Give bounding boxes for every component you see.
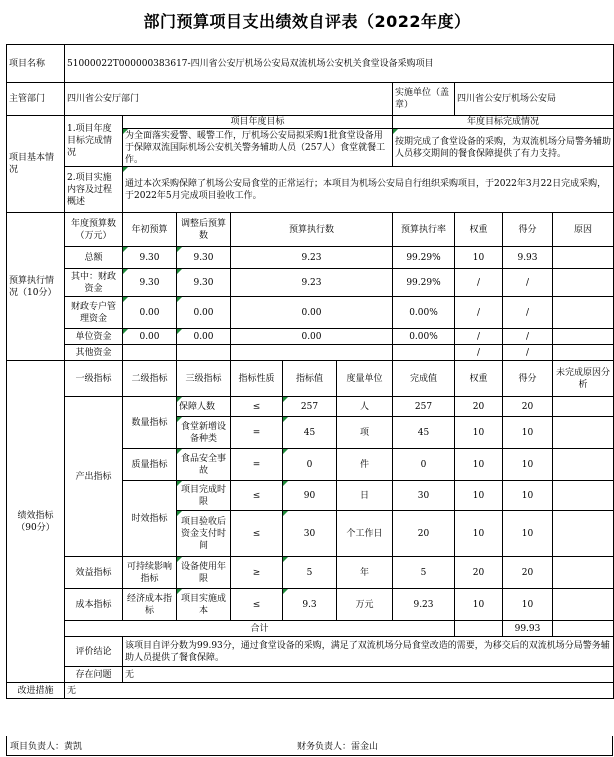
budget-header-col: 年度预算数（万元）	[65, 213, 123, 247]
budget-row-label: 单位资金	[65, 329, 123, 345]
indicator-weight: 10	[455, 481, 503, 511]
budget-reason	[553, 297, 614, 329]
indicator-header-target: 指标值	[283, 361, 337, 397]
budget-weight: /	[455, 269, 503, 297]
budget-header-rate: 预算执行率	[393, 213, 455, 247]
indicator-op: ≤	[231, 589, 283, 621]
budget-row	[7, 329, 614, 345]
total-label: 合计	[65, 621, 455, 637]
total-weight	[455, 621, 503, 637]
indicator-header-nature: 指标性质	[231, 361, 283, 397]
basic-header-row	[7, 116, 614, 129]
level2-quality: 质量指标	[123, 449, 177, 481]
budget-initial: 0.00	[123, 329, 177, 345]
indicator-header-unit: 度量单位	[337, 361, 393, 397]
budget-section-label: 预算执行情况（10分）	[7, 213, 65, 361]
budget-header-weight: 权重	[455, 213, 503, 247]
indicator-actual: 9.23	[393, 589, 455, 621]
indicator-op: =	[231, 449, 283, 481]
indicator-score: 20	[503, 557, 553, 589]
budget-initial: 9.30	[123, 269, 177, 297]
indicator-reason	[553, 557, 614, 589]
total-score: 99.93	[503, 621, 553, 637]
indicator-score: 10	[503, 589, 553, 621]
indicator-actual: 5	[393, 557, 455, 589]
budget-adjusted: 9.30	[177, 247, 231, 269]
page-title: 部门预算项目支出绩效自评表（2022年度）	[143, 12, 471, 31]
budget-weight: /	[455, 297, 503, 329]
goal-label: 1.项目年度目标完成情况	[65, 116, 123, 167]
indicator-weight: 10	[455, 417, 503, 449]
department-value: 四川省公安厅部门	[65, 83, 393, 116]
indicator-name: 食堂新增设备种类	[177, 417, 231, 449]
project-name-value: 51000022T000000383617-四川省公安厅机场公安局双流机场公安机关食堂设备采购项目	[65, 45, 614, 83]
indicator-reason	[553, 417, 614, 449]
issue-value: 无	[123, 667, 614, 683]
process-text: 通过本次采购保障了机场公安局食堂的正常运行；本项目为机场公安局自行组织采购项目，于2022年3月22日完成采购，于2022年5月完成项目验收工作。	[123, 167, 614, 213]
indicator-header-weight: 权重	[455, 361, 503, 397]
budget-rate: 0.00%	[393, 329, 455, 345]
budget-rate	[393, 345, 455, 361]
indicator-target: 9.3	[283, 589, 337, 621]
process-label: 2.项目实施内容及过程概述	[65, 167, 123, 213]
indicator-unit: 人	[337, 397, 393, 417]
fix-row	[7, 683, 614, 699]
indicator-reason	[553, 589, 614, 621]
indicator-weight: 10	[455, 449, 503, 481]
evaluation-text: 该项目自评分数为99.93分，通过食堂设备的采购，满足了双流机场分局食堂改造的需要，为移交后的双流机场分局警务辅助人员提供了餐食保障。	[123, 637, 614, 667]
budget-reason	[553, 247, 614, 269]
done-text: 按期完成了食堂设备的采购，为双流机场分局警务辅助人员移交期间的餐食保障提供了有力支持。	[393, 129, 614, 167]
budget-header-score: 得分	[503, 213, 553, 247]
indicator-op: ≤	[231, 511, 283, 557]
budget-weight: /	[455, 345, 503, 361]
indicator-weight: 20	[455, 397, 503, 417]
indicator-op: =	[231, 417, 283, 449]
indicator-op: ≤	[231, 397, 283, 417]
indicator-score: 10	[503, 481, 553, 511]
basic-section-label: 项目基本情况	[7, 116, 65, 213]
indicator-row	[7, 397, 614, 417]
indicator-target: 257	[283, 397, 337, 417]
indicator-name: 项目验收后资金支付时间	[177, 511, 231, 557]
indicator-score: 10	[503, 511, 553, 557]
indicator-actual: 30	[393, 481, 455, 511]
issue-label: 存在问题	[65, 667, 123, 683]
indicator-target: 90	[283, 481, 337, 511]
process-row	[7, 167, 614, 213]
level1-benefit: 效益指标	[65, 557, 123, 589]
level2-time: 时效指标	[123, 481, 177, 557]
evaluation-row	[7, 637, 614, 667]
implementing-unit-label: 实施单位（盖章）	[393, 83, 455, 116]
budget-weight: 10	[455, 247, 503, 269]
budget-row-label: 财政专户管理资金	[65, 297, 123, 329]
done-header: 年度目标完成情况	[393, 116, 614, 129]
total-reason	[553, 621, 614, 637]
budget-adjusted: 9.30	[177, 269, 231, 297]
budget-header-reason: 原因	[553, 213, 614, 247]
budget-initial	[123, 345, 177, 361]
budget-header-adjusted: 调整后预算数	[177, 213, 231, 247]
budget-score: /	[503, 269, 553, 297]
indicator-unit: 个工作日	[337, 511, 393, 557]
project-leader: 项目负责人：黄凯	[10, 742, 83, 752]
budget-score: /	[503, 329, 553, 345]
budget-executed: 9.23	[231, 247, 393, 269]
budget-row	[7, 297, 614, 329]
implementing-unit-value: 四川省公安厅机场公安局	[455, 83, 614, 116]
budget-rate: 99.29%	[393, 269, 455, 297]
level1-cost: 成本指标	[65, 589, 123, 621]
budget-row-label: 其中：财政资金	[65, 269, 123, 297]
indicator-header-row	[7, 361, 614, 397]
indicator-header-reason: 未完成原因分析	[553, 361, 614, 397]
budget-rate: 99.29%	[393, 247, 455, 269]
indicator-reason	[553, 449, 614, 481]
budget-adjusted	[177, 345, 231, 361]
budget-score: 9.93	[503, 247, 553, 269]
indicator-actual: 45	[393, 417, 455, 449]
budget-initial: 9.30	[123, 247, 177, 269]
indicator-unit: 万元	[337, 589, 393, 621]
budget-adjusted: 0.00	[177, 329, 231, 345]
indicator-header-score: 得分	[503, 361, 553, 397]
budget-reason	[553, 345, 614, 361]
budget-row	[7, 247, 614, 269]
budget-header-row	[7, 213, 614, 247]
indicator-reason	[553, 481, 614, 511]
goal-text: 为全面落实爱警、暖警工作，厅机场公安局拟采购1批食堂设备用于保障双流国际机场公安机关警务辅助人员（257人）食堂就餐工作。	[123, 129, 393, 167]
indicator-score: 10	[503, 449, 553, 481]
indicator-actual: 257	[393, 397, 455, 417]
indicator-target: 0	[283, 449, 337, 481]
budget-score: /	[503, 345, 553, 361]
budget-executed: 9.23	[231, 269, 393, 297]
budget-row-label: 总额	[65, 247, 123, 269]
indicator-actual: 0	[393, 449, 455, 481]
level1-output: 产出指标	[65, 397, 123, 557]
indicator-unit: 日	[337, 481, 393, 511]
goal-header: 项目年度目标	[123, 116, 393, 129]
issue-row	[7, 667, 614, 683]
indicator-name: 项目实施成本	[177, 589, 231, 621]
indicator-reason	[553, 511, 614, 557]
indicator-unit: 项	[337, 417, 393, 449]
budget-score: /	[503, 297, 553, 329]
budget-adjusted: 0.00	[177, 297, 231, 329]
fix-value: 无	[65, 683, 614, 699]
indicator-op: ≤	[231, 481, 283, 511]
total-row	[7, 621, 614, 637]
level2-econ: 经济成本指标	[123, 589, 177, 621]
budget-row	[7, 345, 614, 361]
indicator-score: 10	[503, 417, 553, 449]
indicator-actual: 20	[393, 511, 455, 557]
project-name-row	[7, 45, 614, 83]
budget-rate: 0.00%	[393, 297, 455, 329]
budget-row	[7, 269, 614, 297]
indicator-weight: 20	[455, 557, 503, 589]
department-label: 主管部门	[7, 83, 65, 116]
indicator-target: 30	[283, 511, 337, 557]
indicator-header-level1: 一级指标	[65, 361, 123, 397]
budget-header-executed: 预算执行数	[231, 213, 393, 247]
indicator-name: 保障人数	[177, 397, 231, 417]
budget-initial: 0.00	[123, 297, 177, 329]
indicator-op: ≥	[231, 557, 283, 589]
indicator-unit: 件	[337, 449, 393, 481]
indicator-name: 食品安全事故	[177, 449, 231, 481]
indicator-reason	[553, 397, 614, 417]
indicator-unit: 年	[337, 557, 393, 589]
indicator-weight: 10	[455, 511, 503, 557]
budget-executed: 0.00	[231, 329, 393, 345]
indicator-name: 项目完成时限	[177, 481, 231, 511]
evaluation-label: 评价结论	[65, 637, 123, 667]
indicator-weight: 10	[455, 589, 503, 621]
indicator-row	[7, 589, 614, 621]
indicator-target: 45	[283, 417, 337, 449]
budget-weight: /	[455, 329, 503, 345]
indicator-row	[7, 557, 614, 589]
budget-reason	[553, 329, 614, 345]
department-row	[7, 83, 614, 116]
fix-label: 改进措施	[7, 683, 65, 699]
budget-reason	[553, 269, 614, 297]
performance-section-label: 绩效指标（90分）	[7, 361, 65, 683]
indicator-target: 5	[283, 557, 337, 589]
indicator-header-level3: 三级指标	[177, 361, 231, 397]
signature-footer	[6, 736, 613, 756]
self-evaluation-table	[6, 44, 614, 699]
finance-leader: 财务负责人：雷金山	[297, 742, 379, 752]
indicator-name: 设备使用年限	[177, 557, 231, 589]
budget-executed: 0.00	[231, 297, 393, 329]
budget-row-label: 其他资金	[65, 345, 123, 361]
level2-quantity: 数量指标	[123, 397, 177, 449]
indicator-score: 20	[503, 397, 553, 417]
budget-executed	[231, 345, 393, 361]
level2-sustain: 可持续影响指标	[123, 557, 177, 589]
indicator-header-level2: 二级指标	[123, 361, 177, 397]
project-name-label: 项目名称	[7, 45, 65, 83]
indicator-header-actual: 完成值	[393, 361, 455, 397]
budget-header-initial: 年初预算	[123, 213, 177, 247]
